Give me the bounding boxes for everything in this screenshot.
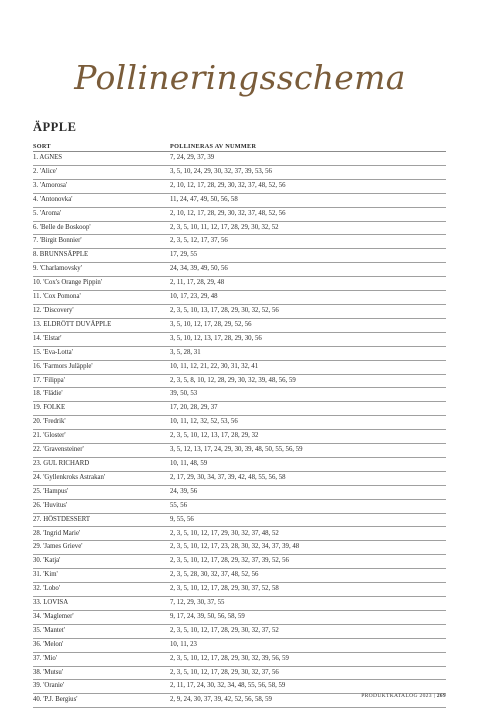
cell-pollineras: 3, 5, 10, 24, 29, 30, 32, 37, 39, 53, 56 [170, 167, 272, 175]
cell-pollineras: 7, 12, 29, 30, 37, 55 [170, 599, 225, 607]
cell-sort: 10. 'Cox's Orange Pippin' [33, 279, 102, 287]
column-header-sort: SORT [33, 143, 51, 150]
cell-sort: 3. 'Amorosa' [33, 181, 68, 189]
table-row [33, 583, 446, 597]
table-row [33, 305, 446, 319]
cell-pollineras: 2, 3, 5, 10, 12, 17, 29, 30, 32, 37, 48, 52 [170, 529, 279, 537]
table-row [33, 430, 446, 444]
cell-pollineras: 10, 11, 48, 59 [170, 459, 208, 467]
cell-pollineras: 11, 24, 47, 49, 50, 56, 58 [170, 195, 238, 203]
table-row [33, 235, 446, 249]
table-row [33, 249, 446, 263]
cell-sort: 23. GUL RICHARD [33, 459, 90, 467]
table-row [33, 458, 446, 472]
cell-sort: 40. 'P.J. Bergius' [33, 696, 78, 704]
table-row [33, 667, 446, 681]
cell-sort: 7. 'Birgit Bonnier' [33, 237, 82, 245]
cell-sort: 5. 'Aroma' [33, 209, 62, 217]
page-title: Pollineringsschema [74, 58, 406, 97]
cell-pollineras: 2, 3, 5, 10, 12, 17, 23, 28, 30, 32, 34, 37, 39, 48 [170, 543, 300, 551]
cell-sort: 36. 'Melon' [33, 640, 64, 648]
table-row [33, 166, 446, 180]
cell-pollineras: 2, 3, 5, 10, 12, 17, 28, 29, 30, 32, 37, 56 [170, 668, 279, 676]
cell-sort: 38. 'Mutsu' [33, 668, 64, 676]
cell-pollineras: 2, 3, 5, 10, 12, 17, 28, 29, 32, 37, 39, 52, 56 [170, 557, 289, 565]
cell-pollineras: 3, 5, 28, 31 [170, 348, 201, 356]
cell-pollineras: 3, 5, 10, 12, 13, 17, 28, 29, 30, 56 [170, 334, 262, 342]
cell-sort: 25. 'Hampus' [33, 487, 69, 495]
cell-pollineras: 2, 11, 17, 24, 30, 32, 34, 48, 55, 56, 58, 59 [170, 682, 286, 690]
cell-sort: 8. BRUNNSÄPPLE [33, 251, 89, 259]
cell-sort: 20. 'Fredrik' [33, 418, 66, 426]
table-row [33, 319, 446, 333]
footer-separator: | [433, 693, 435, 699]
table-row [33, 514, 446, 528]
cell-sort: 6. 'Belle de Boskoop' [33, 223, 91, 231]
cell-sort: 9. 'Charlamovsky' [33, 265, 82, 273]
cell-sort: 4. 'Antonovka' [33, 195, 73, 203]
cell-sort: 34. 'Maglemer' [33, 612, 74, 620]
table-row [33, 277, 446, 291]
cell-pollineras: 9, 17, 24, 39, 50, 56, 58, 59 [170, 612, 245, 620]
cell-pollineras: 2, 10, 12, 17, 28, 29, 30, 32, 37, 48, 52, 56 [170, 209, 286, 217]
cell-pollineras: 2, 3, 5, 8, 10, 12, 28, 29, 30, 32, 39, 48, 56, 59 [170, 376, 296, 384]
cell-pollineras: 10, 11, 12, 32, 52, 53, 56 [170, 418, 238, 426]
table-row [33, 333, 446, 347]
cell-sort: 14. 'Elstar' [33, 334, 62, 342]
cell-pollineras: 9, 55, 56 [170, 515, 194, 523]
table-row [33, 597, 446, 611]
cell-pollineras: 2, 3, 5, 10, 13, 17, 28, 29, 30, 32, 52, 56 [170, 307, 279, 315]
page-footer [361, 693, 446, 699]
table-row [33, 625, 446, 639]
cell-sort: 15. 'Eva-Lotta' [33, 348, 73, 356]
cell-pollineras: 2, 9, 24, 30, 37, 39, 42, 52, 56, 58, 59 [170, 696, 272, 704]
table-row [33, 347, 446, 361]
column-header-pollineras: POLLINERAS AV NUMMER [170, 143, 257, 150]
table-row [33, 388, 446, 402]
table-row [33, 416, 446, 430]
cell-pollineras: 3, 5, 10, 12, 17, 28, 29, 52, 56 [170, 320, 252, 328]
cell-sort: 2. 'Alice' [33, 167, 57, 175]
cell-sort: 35. 'Mantet' [33, 626, 65, 634]
cell-pollineras: 10, 11, 12, 21, 22, 30, 31, 32, 41 [170, 362, 259, 370]
table-row [33, 541, 446, 555]
cell-pollineras: 2, 11, 17, 28, 29, 48 [170, 279, 225, 287]
cell-sort: 33. LOVISA [33, 599, 69, 607]
table-body [33, 152, 446, 708]
cell-pollineras: 10, 11, 23 [170, 640, 197, 648]
cell-sort: 17. 'Filippa' [33, 376, 65, 384]
cell-pollineras: 10, 17, 23, 29, 48 [170, 293, 218, 301]
cell-sort: 18. 'Flädie' [33, 390, 63, 398]
cell-sort: 16. 'Farmors Juläpple' [33, 362, 93, 370]
cell-sort: 30. 'Katja' [33, 557, 61, 565]
cell-pollineras: 2, 17, 29, 30, 34, 37, 39, 42, 48, 55, 56, 58 [170, 473, 286, 481]
cell-sort: 11. 'Cox Pomona' [33, 293, 81, 301]
table-row [33, 402, 446, 416]
cell-pollineras: 2, 3, 5, 28, 30, 32, 37, 48, 52, 56 [170, 571, 259, 579]
cell-sort: 1. AGNES [33, 154, 63, 162]
table-row [33, 500, 446, 514]
cell-pollineras: 55, 56 [170, 501, 187, 509]
table-row [33, 653, 446, 667]
cell-sort: 37. 'Mio' [33, 654, 57, 662]
cell-sort: 39. 'Oranie' [33, 682, 65, 690]
table-row [33, 611, 446, 625]
table-header [33, 138, 446, 152]
cell-sort: 28. 'Ingrid Marie' [33, 529, 81, 537]
cell-sort: 27. HÖSTDESSERT [33, 515, 90, 523]
cell-sort: 32. 'Lobo' [33, 585, 60, 593]
table-row [33, 263, 446, 277]
table-row [33, 444, 446, 458]
table-row [33, 194, 446, 208]
cell-pollineras: 2, 3, 5, 10, 12, 17, 28, 29, 30, 32, 39, 56, 59 [170, 654, 289, 662]
cell-pollineras: 7, 24, 29, 37, 39 [170, 154, 215, 162]
cell-pollineras: 2, 3, 5, 10, 12, 13, 17, 28, 29, 32 [170, 432, 259, 440]
table-row [33, 555, 446, 569]
cell-sort: 22. 'Gravensteiner' [33, 446, 84, 454]
table-row [33, 291, 446, 305]
pollination-table [33, 138, 446, 708]
cell-sort: 24. 'Gyllenkroks Astrakan' [33, 473, 106, 481]
page-number: 269 [436, 693, 446, 699]
cell-pollineras: 24, 34, 39, 49, 50, 56 [170, 265, 228, 273]
cell-pollineras: 24, 39, 56 [170, 487, 198, 495]
cell-sort: 29. 'James Grieve' [33, 543, 83, 551]
table-row [33, 569, 446, 583]
cell-pollineras: 2, 3, 5, 10, 12, 17, 28, 29, 30, 37, 52, 58 [170, 585, 279, 593]
cell-pollineras: 2, 3, 5, 12, 17, 37, 56 [170, 237, 228, 245]
table-row [33, 361, 446, 375]
table-row [33, 639, 446, 653]
footer-catalog: PRODUKTKATALOG 2023 [361, 693, 432, 699]
cell-pollineras: 2, 3, 5, 10, 11, 12, 17, 28, 29, 30, 32, 52 [170, 223, 279, 231]
cell-pollineras: 39, 50, 53 [170, 390, 198, 398]
cell-sort: 13. ELDRÖTT DUVÄPPLE [33, 320, 112, 328]
table-row [33, 472, 446, 486]
cell-pollineras: 17, 20, 28, 29, 37 [170, 404, 218, 412]
cell-sort: 12. 'Discovery' [33, 307, 74, 315]
cell-pollineras: 3, 5, 12, 13, 17, 24, 29, 30, 39, 48, 50, 55, 56, 59 [170, 446, 303, 454]
table-row [33, 180, 446, 194]
cell-sort: 31. 'Kim' [33, 571, 58, 579]
table-row [33, 486, 446, 500]
table-row [33, 208, 446, 222]
cell-pollineras: 2, 10, 12, 17, 28, 29, 30, 32, 37, 48, 52, 56 [170, 181, 286, 189]
table-row [33, 222, 446, 236]
cell-sort: 26. 'Huvitus' [33, 501, 68, 509]
cell-pollineras: 2, 3, 5, 10, 12, 17, 28, 29, 30, 32, 37, 52 [170, 626, 279, 634]
cell-pollineras: 17, 29, 55 [170, 251, 198, 259]
table-row [33, 527, 446, 541]
table-row [33, 375, 446, 389]
cell-sort: 21. 'Gloster' [33, 432, 66, 440]
section-title: ÄPPLE [33, 120, 77, 134]
cell-sort: 19. FOLKE [33, 404, 66, 412]
table-row [33, 152, 446, 166]
